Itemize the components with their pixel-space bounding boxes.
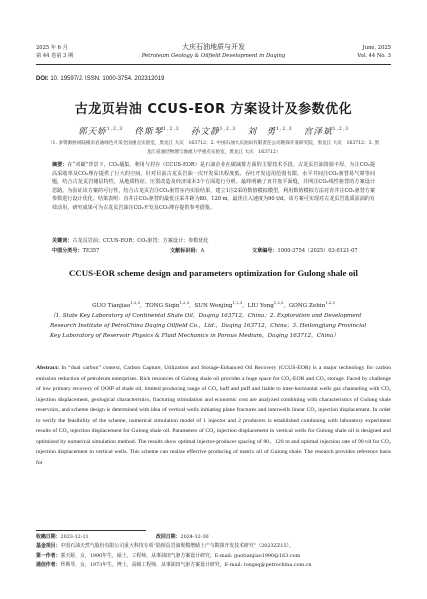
abstract-en: [36, 363, 391, 468]
author-cn: 郭天娇$^{1,2,3}$: [77, 127, 124, 137]
dates-row: 收稿日期：2023-12-11 改回日期：2024-12-30: [36, 534, 209, 540]
author-en: GUO Tianjiao$^{1,2,3}$: [92, 300, 141, 309]
author-cn: 宫泽斌$^{1,2,3}$: [303, 127, 350, 137]
article-title-cn: 古龙页岩油 CCUS-EOR 方案设计及参数优化: [74, 102, 353, 117]
footnote-rule: [36, 530, 146, 531]
doi-label: DOI:: [36, 76, 49, 82]
page-header: [36, 40, 391, 70]
keywords-cn-text: 古龙页岩油；CCUS-EOR；CO₂驱替；方案设计；参数优化: [72, 238, 209, 244]
author-cn: 刘 勇$^{1,2,3}$: [247, 127, 293, 137]
author-cn: 孙文静$^{1,2,3}$: [190, 127, 237, 137]
abstract-cn: [52, 161, 375, 213]
abstract-en-label: Abstract:: [36, 365, 60, 371]
author-en: GONG Zebin$^{1,2,3}$: [288, 300, 335, 309]
journal-name: [36, 42, 391, 60]
issue-volume-en: Vol. 44 No. 3: [357, 53, 391, 59]
abstract-cn-label: 摘要：: [52, 162, 68, 168]
author-list-en: GUO Tianjiao$^{1,2,3}$, TONG Siqin$^{1,2,3}$, SUN Wenjing$^{1,2,3}$, LIU Yong$^{1,2,3}$, GONG Zebin$^{1,2,3}$: [92, 300, 335, 309]
affiliations-cn: （1. 多资源协同陆相页岩油绿色开采全国重点实验室，黑龙江 大庆 163712；2. 中国石油大庆油田有限责任公司勘探开发研究院，黑龙江 大庆 163712；3. 黑龙江省油层物理与渗流力学重点实验室，黑龙江 大庆 163712）: [47, 141, 380, 155]
author-en: LIU Yong$^{1,2,3}$: [247, 300, 284, 309]
keywords-cn: [52, 237, 375, 245]
journal-name-cn: 大庆石油地质与开发: [182, 43, 245, 51]
clc-code: 中图分类号：TE357: [52, 248, 100, 254]
doi-line: [36, 76, 164, 82]
header-rule: [36, 64, 391, 65]
footnotes: [36, 533, 391, 571]
issue-date-en: June, 2025: [362, 45, 391, 51]
affiliations-en: （1. State Key Laboratory of Continental Shale Oil，Daqing 163712，China；2. Exploration and Development Research Institute of PetroChina Daqing Oilfield Co.，Ltd.，Daqing 163712，China；3. Heilongjiang Provincial Key Laboratory of Reservoir Physics & Fluid Mechanics in Porous Medium，Daqing 163712，China）: [50, 313, 367, 339]
fund-row: 基金项目：中国石油天然气股份有限公司重大科技专项“陆相页岩油规模增储上产与勘探开发技术研究”（2023ZZ15）。: [36, 543, 294, 550]
issue-date-cn: 2025 年 6 月: [36, 45, 68, 51]
author-list-cn: [0, 125, 427, 137]
article-title-en: CCUS-EOR scheme design and parameters optimization for Gulong shale oil: [69, 268, 358, 278]
issue-info-right: [357, 44, 391, 60]
author-en: SUN Wenjing$^{1,2,3}$: [194, 300, 243, 309]
abstract-en-text: In “dual carbon” context, Carbon Capture, Utilization and Storage-Enhanced Oil Recovery (CCUS-EOR) is a major technology for carbon emission reduction of petroleum enterprises. Rich resources of Gulong shale oil provides a huge space for CO₂-EOR and CO₂ storage. Faced by challenge of low primary recovery of OOIP of shale oil, limited producing range of CO₂ huff and puff and liable to inter-horizontal wells gas channeling with CO₂ injection displacement, geological characteristics, fracturing stimulation and economic cost are analyzed combining with characteristics of Gulong shale reservoirs, and scheme design is determined with idea of vertical wells initiating plane fractures and interwells linear CO₂ injection displacement. In order to verify the feasibility of the scheme, numerical simulation model of 1 injector and 2 producers is established combining with laboratory experiment results of CO₂ injection displacement for Gulong shale oil. Parameters of CO₂ injection displacement in vertical wells for Gulong shale oil is designed and optimized by numerical simulation method. The results show optimal injector-producer spacing of 80、120 m and optimal injection rate of 90 t/d for CO₂ injection displacement in vertical wells. This scheme can realize effective producing of matrix oil of Gulong shale. The research provides reference basis for: [36, 365, 392, 466]
abstract-cn-text: 在“双碳”背景下，CO₂捕集、利用与封存（CCUS-EOR）是石油企业在碳减排方面的主要技术手段。古龙页岩油资源丰厚，为注CO₂提高采收率及CO₂埋存提供了巨大的空间。针对目前古龙页岩油一次开发采出程度低、吞吐开发适用范围有限、水平井间注CO₂驱替易气窜等问题，结合古龙页岩储层特性，从地质特征、压裂改造及经济成本3个方面进行分析。最终明确了直井盘平面缝，并网注CO₂线性驱替的方案设计思路。为验证该方案的可行性，结合古龙页岩注CO₂驱替室内实验结果，建立1注2采的数值模拟模型，利用数值模拟方法对直井注CO₂驱替方案参数进行设计优化。结果表明：直井注CO₂驱替的最优注采井距为80、120 m，最优注入速度为90 t/d。该方案可实现对古龙页岩基质原油的有效动用，研究成果可为古龙页岩油注CO₂开发及CO₂埋存提供参考借鉴。: [52, 162, 375, 211]
first-author-row: 第一作者：郭天娇，女，1990年生，硕士，工程师，从事油田气驱方案设计研究。E-mail: guotianjiao1990@163.com: [36, 552, 301, 559]
corresponding-author-row: 通信作者：佟斯琴，女，1973年生，博士，高级工程师，从事油田气驱方案设计研究。E-mail: tongsq@petrochina.com.cn: [36, 562, 312, 569]
document-code: 文献标识码：A: [170, 248, 205, 254]
doi-value[interactable]: 10. 19597/J. ISSN. 1000-3754. 202312019: [50, 76, 165, 82]
issue-volume-cn: 第 44 卷第 3 期: [36, 53, 74, 59]
author-en: TONG Siqin$^{1,2,3}$: [145, 300, 190, 309]
keywords-cn-label: 关键词：: [52, 238, 73, 244]
author-cn: 佟斯琴$^{1,2,3}$: [134, 127, 180, 137]
journal-name-en: Petroleum Geology & Oilfield Development in Daqing: [141, 53, 286, 59]
article-number: 文章编号：1000-3754（2025）03-0121-07: [252, 248, 358, 254]
